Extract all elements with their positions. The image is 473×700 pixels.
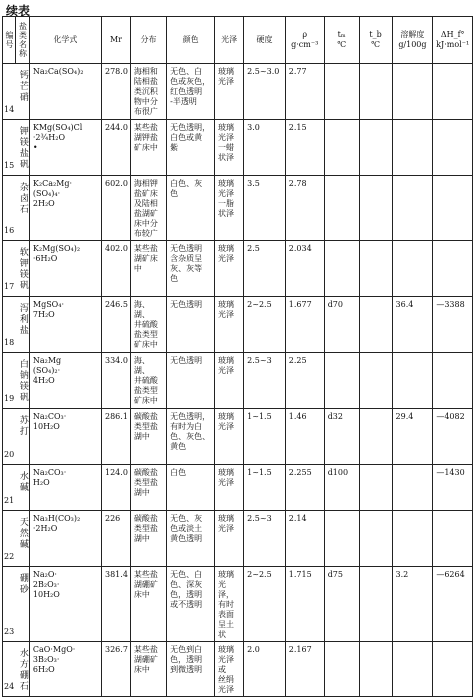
row-number: 23 bbox=[4, 627, 15, 636]
hardness-cell: 2~2.5 bbox=[244, 297, 286, 353]
mr-cell: 334.0 bbox=[102, 353, 131, 409]
table-row bbox=[3, 353, 473, 409]
luster-cell: 玻璃 光泽 bbox=[215, 64, 244, 120]
table-row bbox=[3, 64, 473, 120]
luster-cell: 玻璃 光泽 bbox=[215, 297, 244, 353]
mineral-name: 泻利盐 bbox=[17, 303, 28, 336]
solubility-cell: 29.4 bbox=[392, 409, 433, 465]
row-label-cell bbox=[3, 465, 30, 511]
mr-cell: 286.1 bbox=[102, 409, 131, 465]
header-hardness: 硬度 bbox=[244, 17, 286, 64]
formula-cell: Na₂CO₃· H₂O bbox=[29, 465, 101, 511]
melting-point-cell: d32 bbox=[324, 409, 359, 465]
mr-cell: 226 bbox=[102, 511, 131, 567]
row-label-cell bbox=[3, 176, 30, 241]
hardness-cell: 3.0 bbox=[244, 120, 286, 176]
solubility-cell bbox=[392, 465, 433, 511]
solubility-cell: 36.4 bbox=[392, 297, 433, 353]
header-distribution: 分布 bbox=[130, 17, 166, 64]
header-category: 盐类名称 bbox=[16, 17, 30, 64]
row-label-cell bbox=[3, 567, 30, 642]
mr-cell: 326.7 bbox=[102, 642, 131, 697]
color-cell: 白色 bbox=[167, 465, 215, 511]
hardness-cell: 1~1.5 bbox=[244, 409, 286, 465]
solubility-cell: 3.2 bbox=[392, 567, 433, 642]
color-cell: 无色透明 含杂质呈 灰、灰等 色 bbox=[167, 241, 215, 297]
solubility-cell bbox=[392, 64, 433, 120]
hardness-cell: 2.5~3 bbox=[244, 511, 286, 567]
mineral-name: 天然碱 bbox=[17, 517, 28, 550]
distribution-cell: 海相钾 盐矿床 及陆相 盐湖矿 床中分 布较广 bbox=[130, 176, 166, 241]
boiling-point-cell bbox=[359, 642, 392, 697]
row-number: 20 bbox=[4, 450, 15, 459]
page-title: 续表 bbox=[6, 4, 31, 18]
enthalpy-cell bbox=[433, 241, 473, 297]
distribution-cell: 碳酸盐 类型盐 湖中 bbox=[130, 511, 166, 567]
mr-cell: 381.4 bbox=[102, 567, 131, 642]
density-cell: 1.677 bbox=[285, 297, 324, 353]
table-row bbox=[3, 567, 473, 642]
luster-cell: 玻璃 光泽 bbox=[215, 241, 244, 297]
formula-cell: Na₂O· 2B₂O₃· 10H₂O bbox=[29, 567, 101, 642]
melting-point-cell bbox=[324, 64, 359, 120]
distribution-cell: 某些盐 湖硼矿 床中 bbox=[130, 567, 166, 642]
mineral-name: 水方硼石 bbox=[17, 648, 28, 692]
enthalpy-cell bbox=[433, 511, 473, 567]
color-cell: 无色透明， 白色或黄 紫 bbox=[167, 120, 215, 176]
row-label-cell bbox=[3, 120, 30, 176]
color-cell: 无色透明 bbox=[167, 297, 215, 353]
row-label-cell bbox=[3, 511, 30, 567]
melting-point-cell: d100 bbox=[324, 465, 359, 511]
hardness-cell: 3.5 bbox=[244, 176, 286, 241]
distribution-cell: 海、湖、 井硫酸 盐类型 矿床中 bbox=[130, 297, 166, 353]
color-cell: 无色到白 色，透明 到微透明 bbox=[167, 642, 215, 697]
color-cell: 白色、灰 色 bbox=[167, 176, 215, 241]
distribution-cell: 某些盐 湖钾盐 矿床中 bbox=[130, 120, 166, 176]
mr-cell: 402.0 bbox=[102, 241, 131, 297]
row-number: 16 bbox=[4, 226, 15, 235]
enthalpy-cell: —1430 bbox=[433, 465, 473, 511]
solubility-cell bbox=[392, 241, 433, 297]
boiling-point-cell bbox=[359, 353, 392, 409]
enthalpy-cell bbox=[433, 176, 473, 241]
enthalpy-cell bbox=[433, 353, 473, 409]
mr-cell: 244.0 bbox=[102, 120, 131, 176]
density-cell: 2.77 bbox=[285, 64, 324, 120]
row-number: 15 bbox=[4, 161, 15, 170]
melting-point-cell bbox=[324, 176, 359, 241]
formula-cell: K₂Mg(SO₄)₂ ·6H₂O bbox=[29, 241, 101, 297]
density-cell: 2.167 bbox=[285, 642, 324, 697]
color-cell: 无色、白 色、深灰 色，透明 或不透明 bbox=[167, 567, 215, 642]
table-row bbox=[3, 120, 473, 176]
distribution-cell: 海相和 陆相盐 类沉积 物中分 布很广 bbox=[130, 64, 166, 120]
table-row bbox=[3, 409, 473, 465]
luster-cell: 玻璃 光泽， 有时 表面 呈土 状 bbox=[215, 567, 244, 642]
mineral-name: 硼砂 bbox=[17, 573, 28, 595]
luster-cell: 玻璃 光泽 bbox=[215, 511, 244, 567]
density-cell: 2.15 bbox=[285, 120, 324, 176]
enthalpy-cell: —3388 bbox=[433, 297, 473, 353]
table-row bbox=[3, 297, 473, 353]
density-cell: 2.78 bbox=[285, 176, 324, 241]
luster-cell: 玻璃 光泽 bbox=[215, 353, 244, 409]
hardness-cell: 2.5 bbox=[244, 241, 286, 297]
enthalpy-cell bbox=[433, 642, 473, 697]
header-boiling-point: t_b ℃ bbox=[359, 17, 392, 64]
density-cell: 2.255 bbox=[285, 465, 324, 511]
distribution-cell: 某些盐 湖硼矿 床中 bbox=[130, 642, 166, 697]
mr-cell: 246.5 bbox=[102, 297, 131, 353]
color-cell: 无色透明 bbox=[167, 353, 215, 409]
formula-cell: Na₂Mg (SO₄)₂· 4H₂O bbox=[29, 353, 101, 409]
hardness-cell: 2.5~3.0 bbox=[244, 64, 286, 120]
density-cell: 2.25 bbox=[285, 353, 324, 409]
row-number: 17 bbox=[4, 282, 15, 291]
header-melting-point: tₘ ℃ bbox=[324, 17, 359, 64]
boiling-point-cell bbox=[359, 465, 392, 511]
distribution-cell: 碳酸盐 类型盐 湖中 bbox=[130, 465, 166, 511]
formula-cell: Na₂Ca(SO₄)₂ bbox=[29, 64, 101, 120]
mineral-name: 苏打 bbox=[17, 415, 28, 437]
melting-point-cell: d75 bbox=[324, 567, 359, 642]
row-label-cell bbox=[3, 409, 30, 465]
color-cell: 无色透明， 有时为白 色、灰色、 黄色 bbox=[167, 409, 215, 465]
mr-cell: 278.0 bbox=[102, 64, 131, 120]
hardness-cell: 1~1.5 bbox=[244, 465, 286, 511]
formula-cell: Na₂CO₃· 10H₂O bbox=[29, 409, 101, 465]
row-number: 19 bbox=[4, 394, 15, 403]
color-cell: 无色、灰 色或淡土 黄色透明 bbox=[167, 511, 215, 567]
row-number: 21 bbox=[4, 496, 15, 505]
density-cell: 2.034 bbox=[285, 241, 324, 297]
boiling-point-cell bbox=[359, 120, 392, 176]
header-mr: Mr bbox=[102, 17, 131, 64]
luster-cell: 玻璃 光泽 一脂 状泽 bbox=[215, 176, 244, 241]
header-luster: 光泽 bbox=[215, 17, 244, 64]
header-solubility: 溶解度 g/100g bbox=[392, 17, 433, 64]
row-label-cell bbox=[3, 353, 30, 409]
hardness-cell: 2~2.5 bbox=[244, 567, 286, 642]
luster-cell: 玻璃 光泽 bbox=[215, 465, 244, 511]
luster-cell: 玻璃 光泽或 丝绢 光泽 bbox=[215, 642, 244, 697]
boiling-point-cell bbox=[359, 511, 392, 567]
row-number: 22 bbox=[4, 552, 15, 561]
row-number: 14 bbox=[4, 105, 15, 114]
solubility-cell bbox=[392, 642, 433, 697]
density-cell: 1.715 bbox=[285, 567, 324, 642]
enthalpy-cell bbox=[433, 64, 473, 120]
mineral-name: 钾镁盐矾 bbox=[17, 126, 28, 170]
table-row bbox=[3, 511, 473, 567]
hardness-cell: 2.0 bbox=[244, 642, 286, 697]
boiling-point-cell bbox=[359, 176, 392, 241]
solubility-cell bbox=[392, 353, 433, 409]
row-label-cell bbox=[3, 297, 30, 353]
formula-cell: CaO·MgO· 3B₂O₃· 6H₂O bbox=[29, 642, 101, 697]
density-cell: 2.14 bbox=[285, 511, 324, 567]
mr-cell: 602.0 bbox=[102, 176, 131, 241]
formula-cell: Na₃H(CO₃)₂ ·2H₂O bbox=[29, 511, 101, 567]
melting-point-cell bbox=[324, 353, 359, 409]
formula-cell: MgSO₄· 7H₂O bbox=[29, 297, 101, 353]
distribution-cell: 某些盐 湖矿床 中 bbox=[130, 241, 166, 297]
boiling-point-cell bbox=[359, 297, 392, 353]
mineral-table bbox=[2, 16, 473, 697]
header-row bbox=[3, 17, 473, 64]
row-number: 24 bbox=[4, 682, 15, 691]
header-enthalpy: ΔH_f° kJ·mol⁻¹ bbox=[433, 17, 473, 64]
melting-point-cell bbox=[324, 241, 359, 297]
row-label-cell bbox=[3, 642, 30, 697]
solubility-cell bbox=[392, 176, 433, 241]
table-row bbox=[3, 176, 473, 241]
color-cell: 无色、白 色或灰色， 红色透明 -半透明 bbox=[167, 64, 215, 120]
distribution-cell: 海、湖、 井硫酸 盐类型 矿床中 bbox=[130, 353, 166, 409]
boiling-point-cell bbox=[359, 241, 392, 297]
enthalpy-cell bbox=[433, 120, 473, 176]
boiling-point-cell bbox=[359, 409, 392, 465]
melting-point-cell bbox=[324, 120, 359, 176]
formula-cell: K₂Ca₂Mg· (SO₄)₄· 2H₂O bbox=[29, 176, 101, 241]
mr-cell: 124.0 bbox=[102, 465, 131, 511]
header-density: ρ g·cm⁻³ bbox=[285, 17, 324, 64]
mineral-name: 钙芒硝 bbox=[17, 70, 28, 103]
row-label-cell bbox=[3, 241, 30, 297]
mineral-name: 软钾镁矾 bbox=[17, 247, 28, 291]
header-number: 编号 bbox=[3, 17, 16, 64]
melting-point-cell bbox=[324, 511, 359, 567]
header-color: 颜色 bbox=[167, 17, 215, 64]
formula-cell: KMg(SO₄)Cl ·2¾H₂O • bbox=[29, 120, 101, 176]
row-label-cell bbox=[3, 64, 30, 120]
hardness-cell: 2.5~3 bbox=[244, 353, 286, 409]
enthalpy-cell: —4082 bbox=[433, 409, 473, 465]
header-formula: 化学式 bbox=[29, 17, 101, 64]
table-row bbox=[3, 642, 473, 697]
mineral-name: 水碱 bbox=[17, 471, 28, 493]
table-row bbox=[3, 465, 473, 511]
boiling-point-cell bbox=[359, 64, 392, 120]
solubility-cell bbox=[392, 511, 433, 567]
table-row bbox=[3, 241, 473, 297]
melting-point-cell: d70 bbox=[324, 297, 359, 353]
melting-point-cell bbox=[324, 642, 359, 697]
distribution-cell: 碳酸盐 类型盐 湖中 bbox=[130, 409, 166, 465]
mineral-name: 杂卤石 bbox=[17, 182, 28, 215]
luster-cell: 玻璃 光泽 bbox=[215, 409, 244, 465]
density-cell: 1.46 bbox=[285, 409, 324, 465]
mineral-name: 白钠镁矾 bbox=[17, 359, 28, 403]
row-number: 18 bbox=[4, 338, 15, 347]
solubility-cell bbox=[392, 120, 433, 176]
enthalpy-cell: —6264 bbox=[433, 567, 473, 642]
luster-cell: 玻璃 光泽 一蜡 状泽 bbox=[215, 120, 244, 176]
boiling-point-cell bbox=[359, 567, 392, 642]
